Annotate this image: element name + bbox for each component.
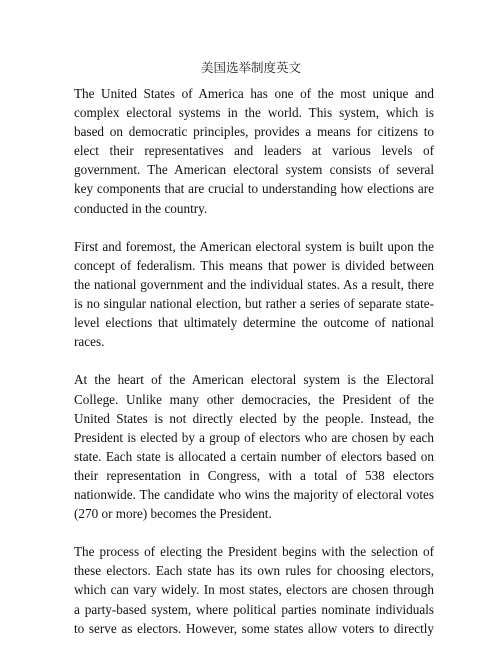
paragraph-spacer (74, 523, 434, 542)
paragraph-3 (74, 370, 434, 523)
paragraph-line: The United States of America has one of the most unique and (74, 86, 434, 101)
paragraph-line: a party-based system, where political parties nominate individuals (74, 601, 434, 617)
paragraph-line: elect their representatives and leaders at various levels of (74, 143, 434, 159)
paragraph-line: President is elected by a group of electors who are chosen by each (74, 429, 434, 445)
paragraph-line: level elections that ultimately determine the outcome of national (74, 315, 434, 331)
paragraph-line: to serve as electors. However, some states allow voters to directly (74, 620, 434, 636)
paragraph-line: United States is not directly elected by the people. Instead, the (74, 410, 434, 426)
paragraph-line: First and foremost, the American electoral system is built upon the (74, 238, 434, 254)
paragraph-line: state. Each state is allocated a certain number of electors based on (74, 448, 434, 464)
paragraph-line: government. The American electoral system consists of several (74, 162, 434, 178)
paragraph-line: their representation in Congress, with a total of 538 electors (74, 467, 434, 483)
paragraph-line: based on democratic principles, provides a means for citizens to (74, 124, 434, 140)
paragraph-1 (74, 84, 434, 218)
paragraph-line: key components that are crucial to understanding how elections are (74, 181, 434, 197)
paragraph-line: these electors. Each state has its own rules for choosing electors, (74, 563, 434, 579)
paragraph-line: (270 or more) becomes the President. (74, 506, 272, 522)
paragraph-line: conducted in the country. (74, 200, 208, 216)
paragraph-line: College. Unlike many other democracies, the President of the (74, 391, 434, 407)
paragraph-line: nationwide. The candidate who wins the majority of electoral votes (74, 486, 434, 502)
document-body (74, 84, 434, 638)
paragraph-line: the national government and the individual states. As a result, there (74, 276, 434, 292)
paragraph-2 (74, 237, 434, 352)
paragraph-line: At the heart of the American electoral system is the Electoral (74, 372, 434, 388)
document-title: 美国选举制度英文 (200, 60, 301, 75)
paragraph-4 (74, 542, 434, 637)
paragraph-line: The process of electing the President begins with the selection of (74, 544, 434, 560)
paragraph-line: is no singular national election, but rather a series of separate state- (74, 296, 434, 312)
paragraph-line: which can vary widely. In most states, electors are chosen through (74, 582, 434, 598)
paragraph-spacer (74, 218, 434, 237)
paragraph-line: races. (74, 334, 105, 350)
paragraph-line: concept of federalism. This means that power is divided between (74, 257, 434, 273)
paragraph-line: complex electoral systems in the world. This system, which is (74, 105, 434, 121)
paragraph-spacer (74, 351, 434, 370)
